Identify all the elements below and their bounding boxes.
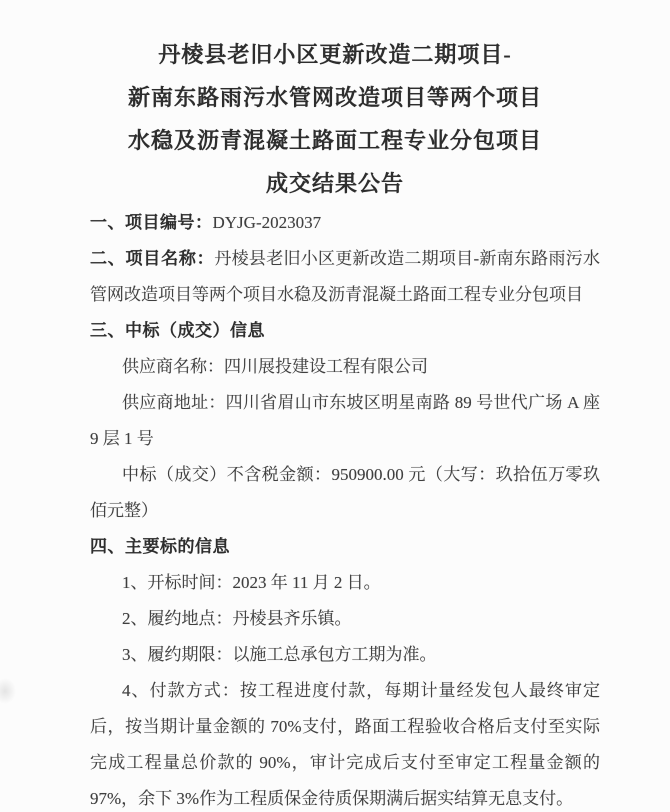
section-project-name [90,241,600,313]
document-body [90,205,600,812]
section-heading-award-info: 三、中标（成交）信息 [90,321,265,340]
announcement-title [0,0,670,205]
title-line-1: 丹棱县老旧小区更新改造二期项目- [158,42,512,67]
subject-item-performance-place: 2、履约地点：丹棱县齐乐镇。 [122,609,352,628]
title-line-4: 成交结果公告 [265,171,404,196]
title-line-2: 新南东路雨污水管网改造项目等两个项目 [127,85,542,110]
subject-item-performance-period: 3、履约期限：以施工总承包方工期为准。 [122,645,437,664]
section-project-number [90,205,600,241]
award-amount-line: 中标（成交）不含税金额：950900.00 元（大写：玖拾伍万零玖佰元整） [90,465,600,520]
supplier-address-line: 供应商地址：四川省眉山市东坡区明星南路 89 号世代广场 A 座 9 层 1 号 [90,393,600,448]
subject-item-bid-opening-time: 1、开标时间：2023 年 11 月 2 日。 [122,573,381,592]
project-name-value: 丹棱县老旧小区更新改造二期项目-新南东路雨污水管网改造项目等两个项目水稳及沥青混凝土路面工程专业分包项目 [90,249,600,304]
subject-item-payment-terms: 4、付款方式：按工程进度付款，每期计量经发包人最终审定后，按当期计量金额的 70%支付，路面工程验收合格后支付至实际完成工程量总价款的 90%，审计完成后支付至审定工程量金额的 97%，余下 3%作为工程质保金待质保期满后据实结算无息支付。 [90,681,600,808]
project-number-label: 一、项目编号： [90,213,213,232]
title-line-3: 水稳及沥青混凝土路面工程专业分包项目 [127,128,542,153]
project-name-label: 二、项目名称： [90,249,215,268]
scan-smudge-artifact [0,678,16,704]
section-heading-subject-info: 四、主要标的信息 [90,537,230,556]
supplier-name-line: 供应商名称：四川展投建设工程有限公司 [122,357,428,376]
project-number-value: DYJG-2023037 [212,213,322,232]
